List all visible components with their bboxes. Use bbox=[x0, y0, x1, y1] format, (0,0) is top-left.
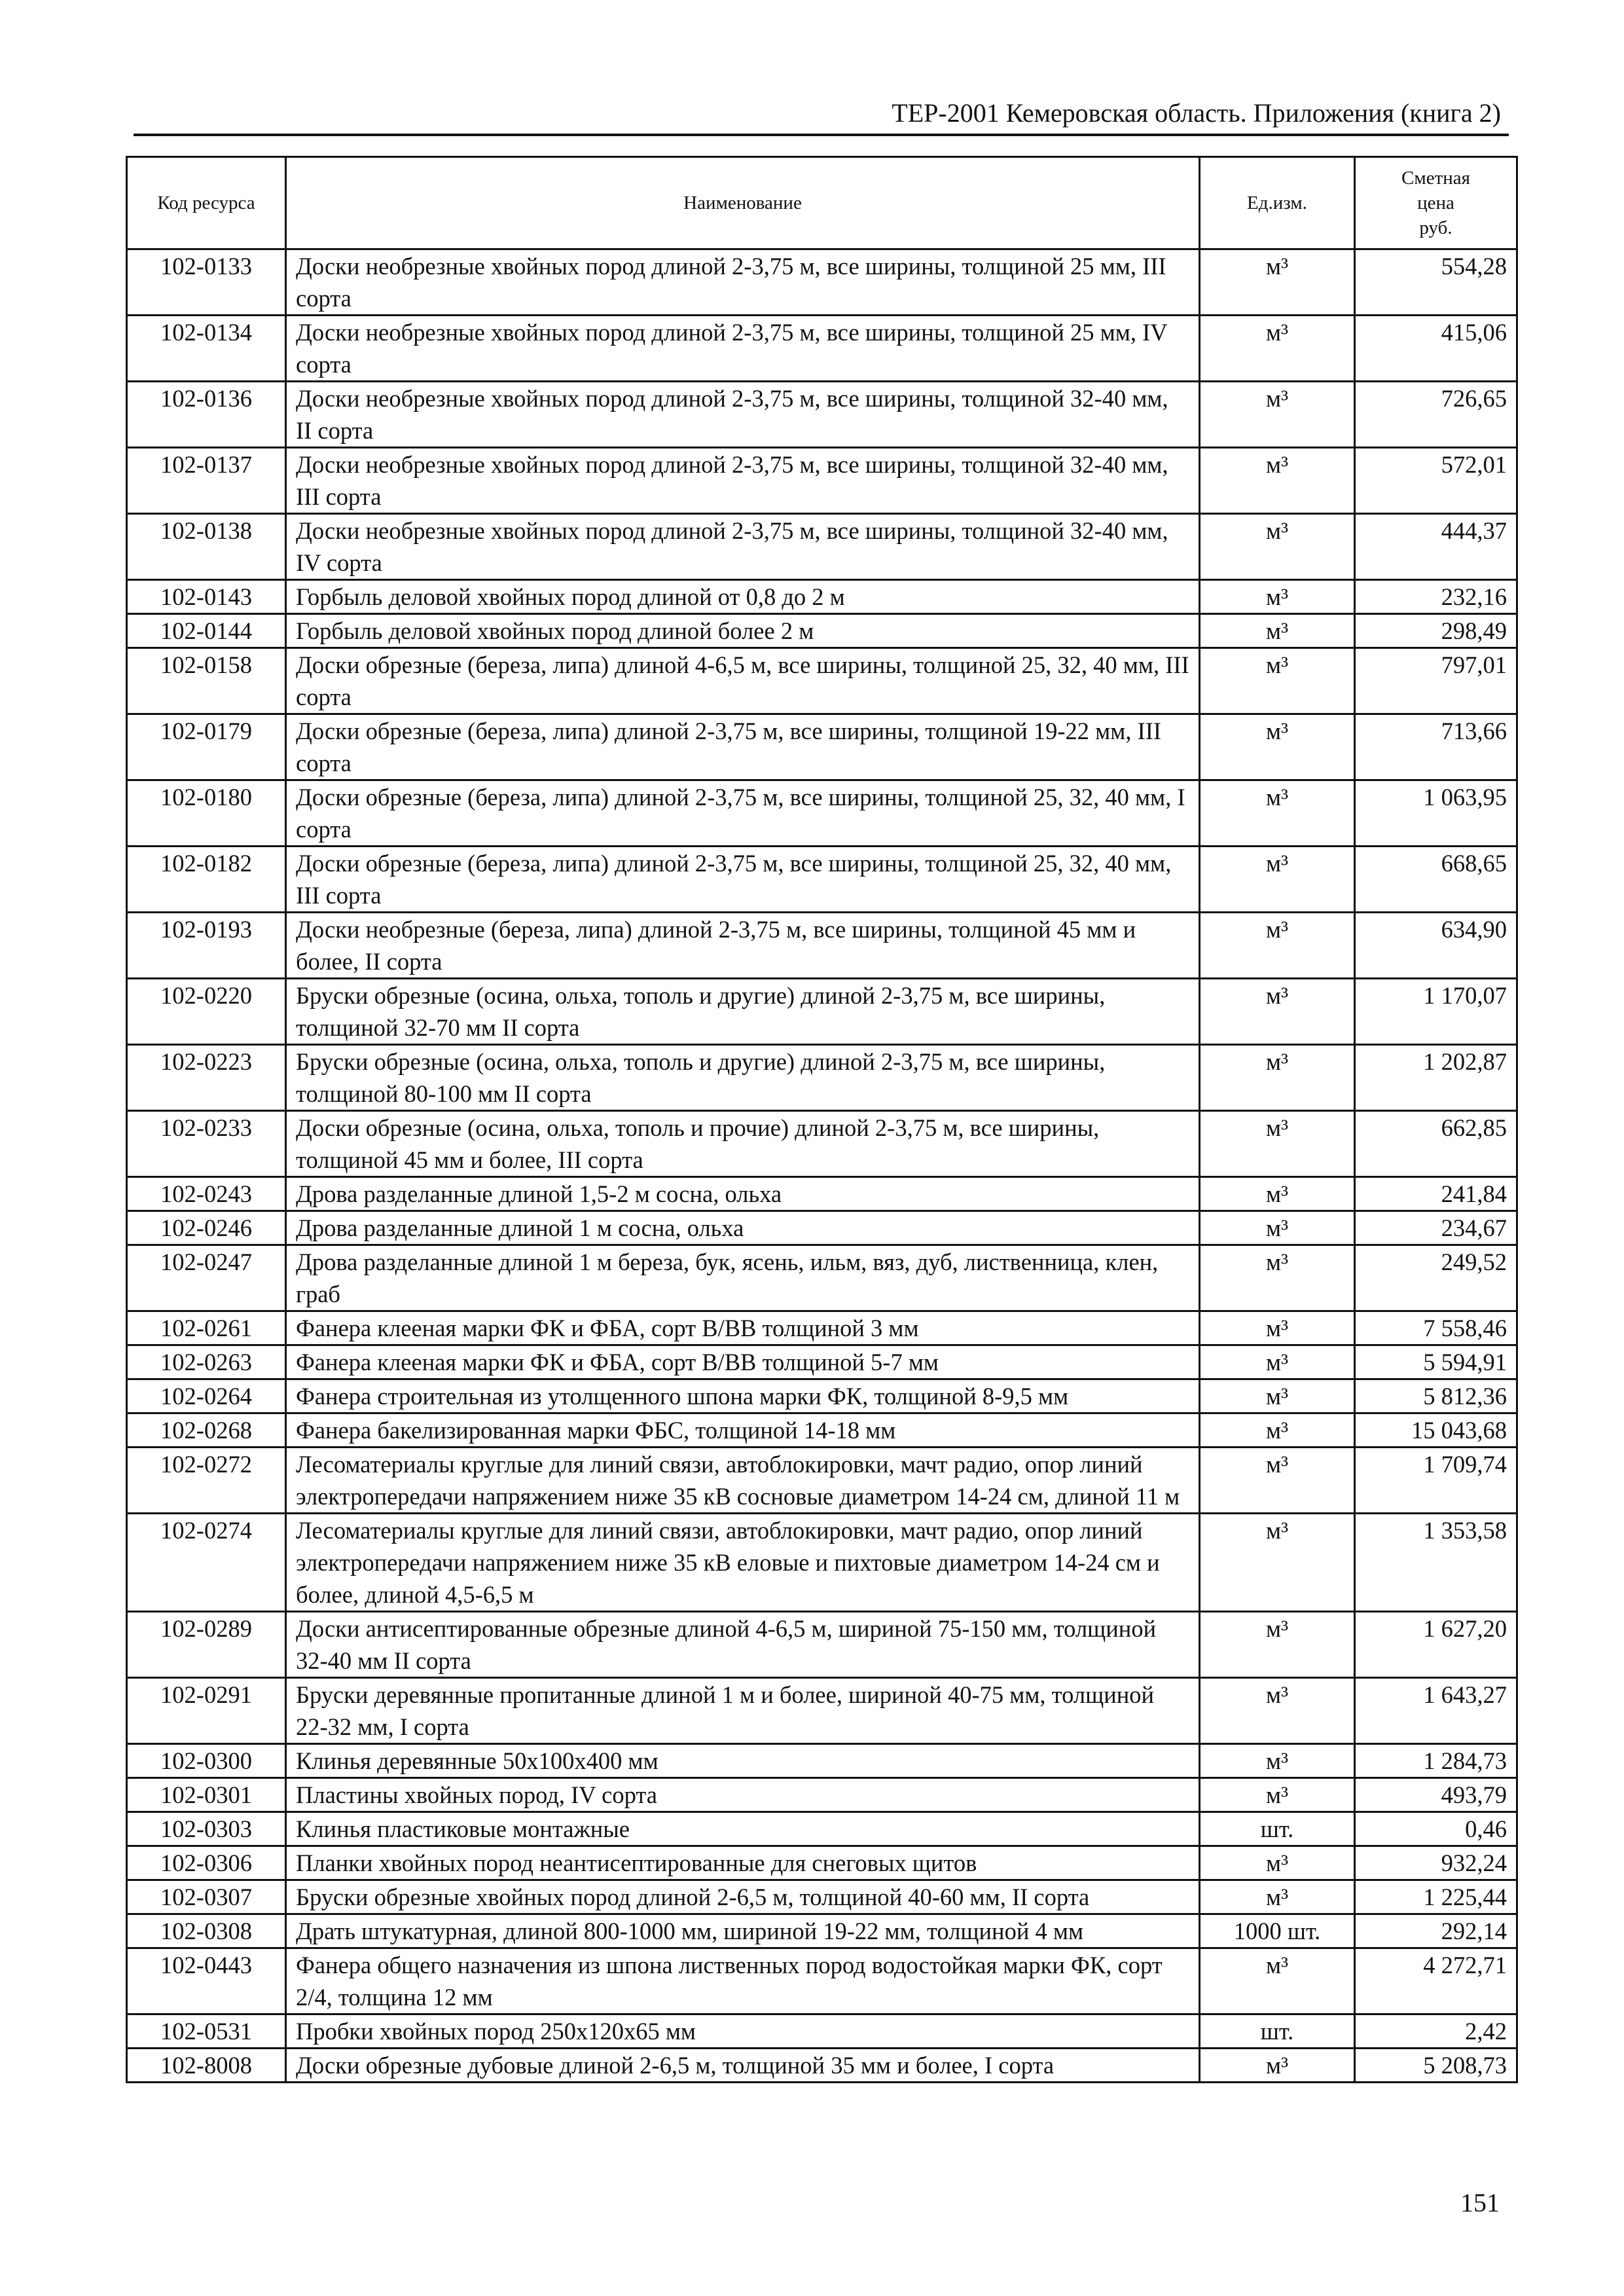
cell-name: Доски необрезные хвойных пород длиной 2-3,75 м, все ширины, толщиной 32-40 мм, III сорта bbox=[286, 448, 1200, 514]
table-row bbox=[127, 1311, 1517, 1345]
cell-unit: м³ bbox=[1200, 913, 1355, 979]
cell-price: 292,14 bbox=[1355, 1914, 1517, 1948]
table-row bbox=[127, 614, 1517, 648]
table-row bbox=[127, 316, 1517, 382]
cell-unit: шт. bbox=[1200, 1812, 1355, 1846]
cell-price: 444,37 bbox=[1355, 514, 1517, 580]
cell-price: 5 594,91 bbox=[1355, 1345, 1517, 1379]
cell-name: Клинья пластиковые монтажные bbox=[286, 1812, 1200, 1846]
cell-unit: м³ bbox=[1200, 1778, 1355, 1812]
cell-name: Доски необрезные (береза, липа) длиной 2-3,75 м, все ширины, толщиной 45 мм и более, II сорта bbox=[286, 913, 1200, 979]
cell-price: 1 170,07 bbox=[1355, 979, 1517, 1045]
cell-name: Доски обрезные (береза, липа) длиной 2-3,75 м, все ширины, толщиной 19-22 мм, III сорта bbox=[286, 714, 1200, 780]
cell-unit: м³ bbox=[1200, 1744, 1355, 1778]
cell-name: Фанера бакелизированная марки ФБС, толщиной 14-18 мм bbox=[286, 1413, 1200, 1448]
cell-code: 102-0233 bbox=[127, 1111, 286, 1177]
cell-code: 102-0134 bbox=[127, 316, 286, 382]
cell-name: Драть штукатурная, длиной 800-1000 мм, шириной 19-22 мм, толщиной 4 мм bbox=[286, 1914, 1200, 1948]
cell-name: Пластины хвойных пород, IV сорта bbox=[286, 1778, 1200, 1812]
cell-price: 554,28 bbox=[1355, 249, 1517, 316]
table-row bbox=[127, 1245, 1517, 1311]
cell-price: 249,52 bbox=[1355, 1245, 1517, 1311]
cell-name: Планки хвойных пород неантисептированные для снеговых щитов bbox=[286, 1846, 1200, 1880]
table-row bbox=[127, 979, 1517, 1045]
cell-unit: м³ bbox=[1200, 1678, 1355, 1744]
cell-name: Лесоматериалы круглые для линий связи, автоблокировки, мачт радио, опор линий электропередачи напряжением ниже 35 кВ еловые и пихтовые диаметром 14-24 см и более, длиной 4,5-6,5 м bbox=[286, 1514, 1200, 1612]
table-row bbox=[127, 1744, 1517, 1778]
table-header-row bbox=[127, 157, 1517, 249]
cell-unit: м³ bbox=[1200, 2049, 1355, 2083]
cell-name: Бруски обрезные (осина, ольха, тополь и другие) длиной 2-3,75 м, все ширины, толщиной 32-70 мм II сорта bbox=[286, 979, 1200, 1045]
resource-price-table bbox=[126, 156, 1518, 2083]
cell-code: 102-0247 bbox=[127, 1245, 286, 1311]
table-row bbox=[127, 1778, 1517, 1812]
table-row bbox=[127, 1612, 1517, 1678]
cell-name: Доски обрезные (береза, липа) длиной 2-3,75 м, все ширины, толщиной 25, 32, 40 мм, I сорта bbox=[286, 780, 1200, 847]
cell-code: 102-0301 bbox=[127, 1778, 286, 1812]
col-header-unit: Ед.изм. bbox=[1200, 157, 1355, 249]
cell-price: 1 225,44 bbox=[1355, 1880, 1517, 1914]
cell-price: 1 284,73 bbox=[1355, 1744, 1517, 1778]
cell-unit: м³ bbox=[1200, 1413, 1355, 1448]
cell-price: 662,85 bbox=[1355, 1111, 1517, 1177]
cell-price: 15 043,68 bbox=[1355, 1413, 1517, 1448]
cell-name: Горбыль деловой хвойных пород длиной более 2 м bbox=[286, 614, 1200, 648]
cell-unit: м³ bbox=[1200, 1948, 1355, 2014]
table-row bbox=[127, 1211, 1517, 1245]
cell-unit: м³ bbox=[1200, 1379, 1355, 1413]
table-row bbox=[127, 1448, 1517, 1514]
table-row bbox=[127, 514, 1517, 580]
cell-price: 668,65 bbox=[1355, 847, 1517, 913]
cell-name: Фанера клееная марки ФК и ФБА, сорт В/ВВ толщиной 5-7 мм bbox=[286, 1345, 1200, 1379]
cell-name: Бруски деревянные пропитанные длиной 1 м и более, шириной 40-75 мм, толщиной 22-32 мм, I сорта bbox=[286, 1678, 1200, 1744]
cell-unit: м³ bbox=[1200, 316, 1355, 382]
table-row bbox=[127, 913, 1517, 979]
cell-code: 102-0137 bbox=[127, 448, 286, 514]
cell-unit: м³ bbox=[1200, 382, 1355, 448]
table-row bbox=[127, 1880, 1517, 1914]
cell-code: 102-0193 bbox=[127, 913, 286, 979]
running-header bbox=[134, 97, 1509, 136]
table-row bbox=[127, 1846, 1517, 1880]
cell-unit: 1000 шт. bbox=[1200, 1914, 1355, 1948]
header-title: ТЕР-2001 Кемеровская область. Приложения (книга 2) bbox=[892, 98, 1501, 128]
cell-price: 1 353,58 bbox=[1355, 1514, 1517, 1612]
cell-unit: м³ bbox=[1200, 1448, 1355, 1514]
cell-code: 102-0531 bbox=[127, 2014, 286, 2049]
cell-code: 102-0272 bbox=[127, 1448, 286, 1514]
table-row bbox=[127, 1177, 1517, 1211]
page-number: 151 bbox=[1460, 2188, 1500, 2217]
cell-code: 102-8008 bbox=[127, 2049, 286, 2083]
cell-unit: м³ bbox=[1200, 1177, 1355, 1211]
cell-unit: м³ bbox=[1200, 979, 1355, 1045]
cell-name: Лесоматериалы круглые для линий связи, автоблокировки, мачт радио, опор линий электропередачи напряжением ниже 35 кВ сосновые диаметром 14-24 см, длиной 11 м bbox=[286, 1448, 1200, 1514]
col-header-name: Наименование bbox=[286, 157, 1200, 249]
cell-name: Доски необрезные хвойных пород длиной 2-3,75 м, все ширины, толщиной 32-40 мм, IV сорта bbox=[286, 514, 1200, 580]
cell-unit: м³ bbox=[1200, 514, 1355, 580]
cell-code: 102-0308 bbox=[127, 1914, 286, 1948]
cell-code: 102-0243 bbox=[127, 1177, 286, 1211]
table-row bbox=[127, 1111, 1517, 1177]
cell-unit: м³ bbox=[1200, 1846, 1355, 1880]
cell-name: Доски антисептированные обрезные длиной 4-6,5 м, шириной 75-150 мм, толщиной 32-40 мм II сорта bbox=[286, 1612, 1200, 1678]
cell-price: 1 643,27 bbox=[1355, 1678, 1517, 1744]
cell-name: Дрова разделанные длиной 1,5-2 м сосна, ольха bbox=[286, 1177, 1200, 1211]
table-row bbox=[127, 847, 1517, 913]
table-row bbox=[127, 714, 1517, 780]
table-row bbox=[127, 1948, 1517, 2014]
col-header-code: Код ресурса bbox=[127, 157, 286, 249]
cell-price: 2,42 bbox=[1355, 2014, 1517, 2049]
cell-name: Клинья деревянные 50х100х400 мм bbox=[286, 1744, 1200, 1778]
cell-code: 102-0263 bbox=[127, 1345, 286, 1379]
cell-code: 102-0289 bbox=[127, 1612, 286, 1678]
cell-code: 102-0182 bbox=[127, 847, 286, 913]
cell-name: Фанера клееная марки ФК и ФБА, сорт В/ВВ толщиной 3 мм bbox=[286, 1311, 1200, 1345]
cell-unit: м³ bbox=[1200, 780, 1355, 847]
table-row bbox=[127, 2014, 1517, 2049]
cell-unit: шт. bbox=[1200, 2014, 1355, 2049]
cell-code: 102-0133 bbox=[127, 249, 286, 316]
col-header-price-line3: руб. bbox=[1419, 217, 1453, 238]
cell-name: Доски необрезные хвойных пород длиной 2-3,75 м, все ширины, толщиной 32-40 мм, II сорта bbox=[286, 382, 1200, 448]
cell-unit: м³ bbox=[1200, 1211, 1355, 1245]
cell-code: 102-0268 bbox=[127, 1413, 286, 1448]
cell-unit: м³ bbox=[1200, 614, 1355, 648]
cell-code: 102-0300 bbox=[127, 1744, 286, 1778]
cell-code: 102-0306 bbox=[127, 1846, 286, 1880]
cell-unit: м³ bbox=[1200, 1880, 1355, 1914]
cell-code: 102-0158 bbox=[127, 648, 286, 714]
cell-unit: м³ bbox=[1200, 1514, 1355, 1612]
cell-code: 102-0136 bbox=[127, 382, 286, 448]
cell-price: 932,24 bbox=[1355, 1846, 1517, 1880]
cell-code: 102-0220 bbox=[127, 979, 286, 1045]
table-row bbox=[127, 1345, 1517, 1379]
cell-price: 234,67 bbox=[1355, 1211, 1517, 1245]
cell-price: 634,90 bbox=[1355, 913, 1517, 979]
cell-code: 102-0443 bbox=[127, 1948, 286, 2014]
cell-code: 102-0264 bbox=[127, 1379, 286, 1413]
table-row bbox=[127, 1045, 1517, 1111]
cell-code: 102-0179 bbox=[127, 714, 286, 780]
cell-unit: м³ bbox=[1200, 1612, 1355, 1678]
cell-unit: м³ bbox=[1200, 1311, 1355, 1345]
cell-unit: м³ bbox=[1200, 249, 1355, 316]
cell-name: Доски обрезные (осина, ольха, тополь и прочие) длиной 2-3,75 м, все ширины, толщиной 45 мм и более, III сорта bbox=[286, 1111, 1200, 1177]
cell-name: Бруски обрезные (осина, ольха, тополь и другие) длиной 2-3,75 м, все ширины, толщиной 80-100 мм II сорта bbox=[286, 1045, 1200, 1111]
table-body bbox=[127, 249, 1517, 2083]
table-row bbox=[127, 448, 1517, 514]
cell-code: 102-0291 bbox=[127, 1678, 286, 1744]
cell-price: 797,01 bbox=[1355, 648, 1517, 714]
cell-code: 102-0138 bbox=[127, 514, 286, 580]
cell-price: 415,06 bbox=[1355, 316, 1517, 382]
col-header-price bbox=[1355, 157, 1517, 249]
cell-unit: м³ bbox=[1200, 1045, 1355, 1111]
cell-unit: м³ bbox=[1200, 847, 1355, 913]
cell-name: Доски обрезные (береза, липа) длиной 2-3,75 м, все ширины, толщиной 25, 32, 40 мм, III сорта bbox=[286, 847, 1200, 913]
cell-price: 5 208,73 bbox=[1355, 2049, 1517, 2083]
table-row bbox=[127, 249, 1517, 316]
cell-name: Доски обрезные (береза, липа) длиной 4-6,5 м, все ширины, толщиной 25, 32, 40 мм, III сорта bbox=[286, 648, 1200, 714]
cell-name: Дрова разделанные длиной 1 м сосна, ольха bbox=[286, 1211, 1200, 1245]
cell-code: 102-0274 bbox=[127, 1514, 286, 1612]
col-header-price-line2: цена bbox=[1417, 192, 1454, 213]
cell-price: 1 063,95 bbox=[1355, 780, 1517, 847]
table-row bbox=[127, 648, 1517, 714]
table-row bbox=[127, 2049, 1517, 2083]
table-row bbox=[127, 1413, 1517, 1448]
table-row bbox=[127, 780, 1517, 847]
col-header-price-line1: Сметная bbox=[1401, 168, 1470, 189]
cell-name: Доски обрезные дубовые длиной 2-6,5 м, толщиной 35 мм и более, I сорта bbox=[286, 2049, 1200, 2083]
cell-unit: м³ bbox=[1200, 1345, 1355, 1379]
cell-price: 7 558,46 bbox=[1355, 1311, 1517, 1345]
cell-price: 572,01 bbox=[1355, 448, 1517, 514]
cell-code: 102-0143 bbox=[127, 580, 286, 614]
cell-name: Доски необрезные хвойных пород длиной 2-3,75 м, все ширины, толщиной 25 мм, III сорта bbox=[286, 249, 1200, 316]
cell-price: 1 202,87 bbox=[1355, 1045, 1517, 1111]
cell-code: 102-0144 bbox=[127, 614, 286, 648]
cell-price: 4 272,71 bbox=[1355, 1948, 1517, 2014]
cell-unit: м³ bbox=[1200, 448, 1355, 514]
cell-price: 713,66 bbox=[1355, 714, 1517, 780]
table-row bbox=[127, 1678, 1517, 1744]
cell-code: 102-0261 bbox=[127, 1311, 286, 1345]
table-row bbox=[127, 580, 1517, 614]
cell-price: 1 627,20 bbox=[1355, 1612, 1517, 1678]
cell-name: Доски необрезные хвойных пород длиной 2-3,75 м, все ширины, толщиной 25 мм, IV сорта bbox=[286, 316, 1200, 382]
cell-name: Фанера общего назначения из шпона лиственных пород водостойкая марки ФК, сорт 2/4, толщина 12 мм bbox=[286, 1948, 1200, 2014]
cell-unit: м³ bbox=[1200, 1111, 1355, 1177]
cell-price: 726,65 bbox=[1355, 382, 1517, 448]
cell-code: 102-0223 bbox=[127, 1045, 286, 1111]
cell-price: 1 709,74 bbox=[1355, 1448, 1517, 1514]
cell-code: 102-0246 bbox=[127, 1211, 286, 1245]
cell-code: 102-0303 bbox=[127, 1812, 286, 1846]
cell-price: 493,79 bbox=[1355, 1778, 1517, 1812]
cell-name: Дрова разделанные длиной 1 м береза, бук, ясень, ильм, вяз, дуб, лиственница, клен, граб bbox=[286, 1245, 1200, 1311]
cell-name: Бруски обрезные хвойных пород длиной 2-6,5 м, толщиной 40-60 мм, II сорта bbox=[286, 1880, 1200, 1914]
table-row bbox=[127, 382, 1517, 448]
cell-name: Пробки хвойных пород 250х120х65 мм bbox=[286, 2014, 1200, 2049]
cell-price: 232,16 bbox=[1355, 580, 1517, 614]
cell-price: 241,84 bbox=[1355, 1177, 1517, 1211]
table-row bbox=[127, 1914, 1517, 1948]
table-row bbox=[127, 1379, 1517, 1413]
cell-unit: м³ bbox=[1200, 714, 1355, 780]
cell-name: Фанера строительная из утолщенного шпона марки ФК, толщиной 8-9,5 мм bbox=[286, 1379, 1200, 1413]
cell-price: 298,49 bbox=[1355, 614, 1517, 648]
cell-price: 5 812,36 bbox=[1355, 1379, 1517, 1413]
cell-unit: м³ bbox=[1200, 648, 1355, 714]
cell-code: 102-0307 bbox=[127, 1880, 286, 1914]
cell-unit: м³ bbox=[1200, 1245, 1355, 1311]
cell-price: 0,46 bbox=[1355, 1812, 1517, 1846]
cell-code: 102-0180 bbox=[127, 780, 286, 847]
table-row bbox=[127, 1514, 1517, 1612]
cell-name: Горбыль деловой хвойных пород длиной от 0,8 до 2 м bbox=[286, 580, 1200, 614]
table-row bbox=[127, 1812, 1517, 1846]
cell-unit: м³ bbox=[1200, 580, 1355, 614]
